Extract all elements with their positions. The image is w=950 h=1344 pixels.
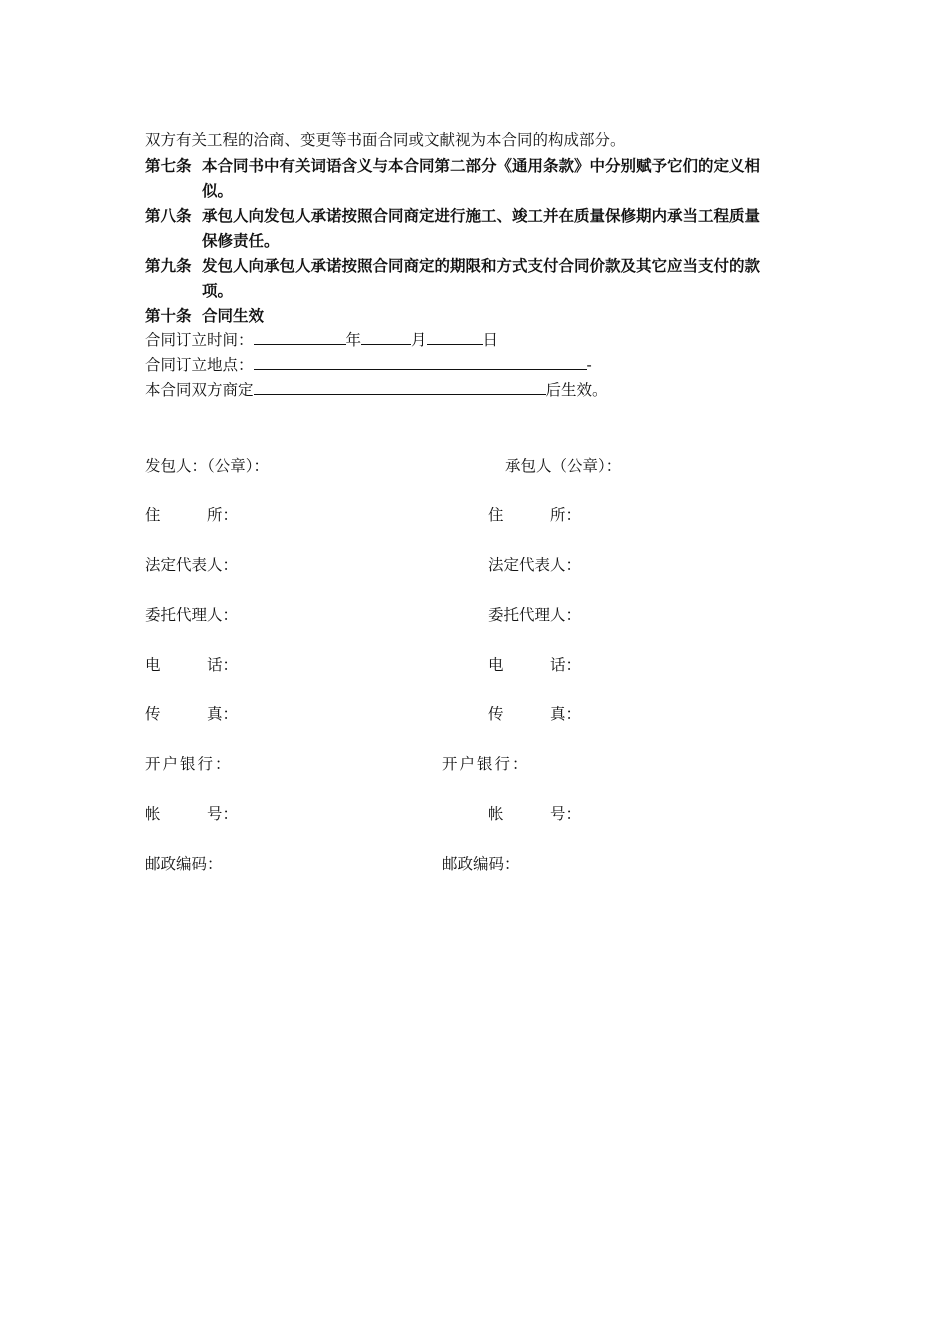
sign-time-label: 合同订立时间： — [145, 331, 254, 349]
contractor-postcode-label: 邮政编码： — [442, 855, 520, 873]
month-blank[interactable] — [361, 330, 411, 345]
employer-address-label: 住 所： — [145, 506, 239, 524]
day-blank[interactable] — [427, 330, 483, 345]
article-10-text: 合同生效 — [202, 307, 265, 325]
contractor-legal-rep-label: 法定代表人： — [488, 556, 582, 574]
article-9-number: 第九条 — [145, 257, 192, 275]
effective-row — [145, 378, 608, 400]
contractor-address-label: 住 所： — [488, 506, 582, 524]
employer-fax-label: 传 真： — [145, 705, 239, 723]
contractor-fax-label: 传 真： — [488, 705, 582, 723]
day-label: 日 — [482, 331, 499, 349]
article-8-text-line2: 保修责任。 — [202, 232, 280, 250]
article-7-number: 第七条 — [145, 157, 192, 175]
employer-account-label: 帐 号： — [145, 805, 239, 823]
sign-place-blank[interactable] — [254, 355, 587, 370]
sign-place-label: 合同订立地点： — [145, 356, 254, 374]
sign-place-tail: - — [586, 356, 592, 374]
article-9-text-line2: 项。 — [202, 282, 234, 300]
article-10-number: 第十条 — [145, 307, 192, 325]
article-7-text-line1: 本合同书中有关词语含义与本合同第二部分《通用条款》中分别赋予它们的定义相 — [202, 157, 761, 175]
employer-seal-label: 发包人：（公章）： — [145, 457, 270, 475]
employer-phone-label: 电 话： — [145, 656, 239, 674]
employer-legal-rep-label: 法定代表人： — [145, 556, 239, 574]
effective-tail: 后生效。 — [545, 381, 608, 399]
contractor-bank-label: 开户银行： — [442, 755, 530, 773]
effective-label: 本合同双方商定 — [145, 381, 254, 399]
month-label: 月 — [411, 331, 427, 349]
employer-agent-label: 委托代理人： — [145, 606, 239, 624]
contractor-agent-label: 委托代理人： — [488, 606, 582, 624]
sign-place-row — [145, 353, 592, 375]
contractor-seal-label: 承包人（公章）： — [505, 457, 622, 475]
effective-blank[interactable] — [254, 380, 546, 395]
article-9-text-line1: 发包人向承包人承诺按照合同商定的期限和方式支付合同价款及其它应当支付的款 — [202, 257, 761, 275]
article-8-number: 第八条 — [145, 207, 192, 225]
article-8-text-line1: 承包人向发包人承诺按照合同商定进行施工、竣工并在质量保修期内承当工程质量 — [202, 207, 761, 225]
contractor-phone-label: 电 话： — [488, 656, 582, 674]
year-label: 年 — [345, 331, 362, 349]
article-7-text-line2: 似。 — [202, 182, 234, 200]
employer-postcode-label: 邮政编码： — [145, 855, 223, 873]
employer-bank-label: 开户银行： — [145, 755, 233, 773]
intro-line: 双方有关工程的洽商、变更等书面合同或文献视为本合同的构成部分。 — [145, 131, 626, 149]
sign-time-row — [145, 328, 498, 350]
year-blank[interactable] — [254, 330, 346, 345]
contractor-account-label: 帐 号： — [488, 805, 582, 823]
